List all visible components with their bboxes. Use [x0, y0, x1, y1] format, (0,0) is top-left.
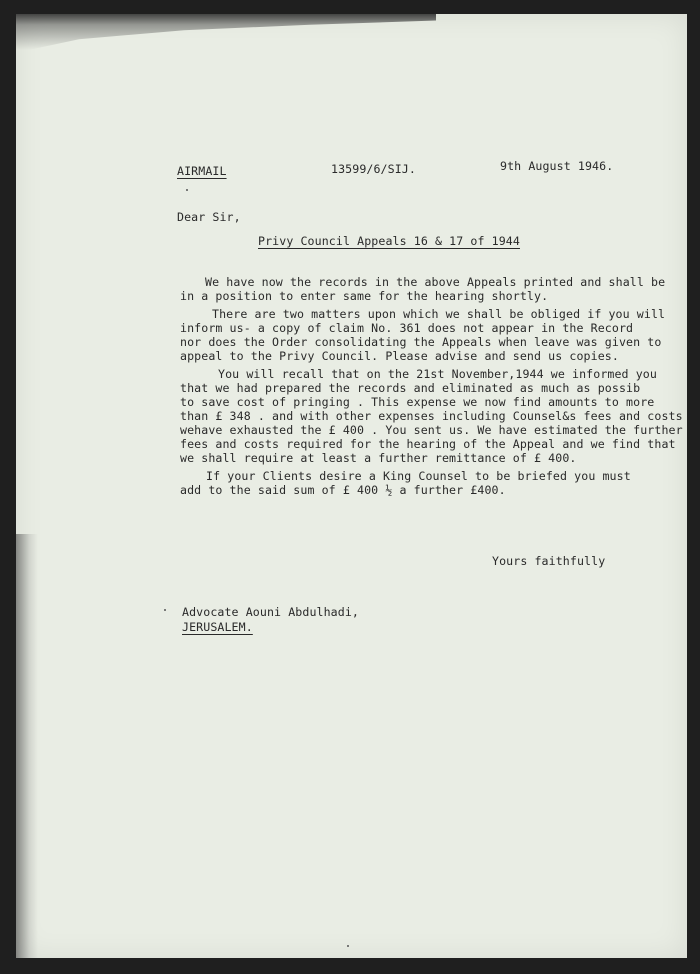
body-line: appeal to the Privy Council. Please advise and send us copies.: [180, 349, 619, 363]
body-line: If your Clients desire a King Counsel to be briefed you must: [206, 469, 631, 483]
body-line: to save cost of pringing . This expense we now find amounts to more: [180, 395, 655, 409]
addressee-city: JERUSALEM.: [182, 620, 253, 634]
body-line: add to the said sum of £ 400 ½ a further £400.: [180, 483, 506, 497]
body-line: in a position to enter same for the hearing shortly.: [180, 289, 549, 303]
body-line: There are two matters upon which we shall be obliged if you will: [212, 307, 666, 321]
ink-speck: [347, 945, 349, 947]
ink-speck: [186, 189, 188, 191]
salutation: Dear Sir,: [177, 210, 241, 224]
mail-type: AIRMAIL: [177, 164, 227, 178]
addressee-name: Advocate Aouni Abdulhadi,: [182, 605, 360, 619]
body-line: We have now the records in the above Appeals printed and shall be: [205, 275, 666, 289]
body-line: we shall require at least a further remittance of £ 400.: [180, 451, 577, 465]
body-line: inform us- a copy of claim No. 361 does not appear in the Record: [180, 321, 634, 335]
letter-date: 9th August 1946.: [500, 159, 614, 173]
body-line: wehave exhausted the £ 400 . You sent us. We have estimated the further: [180, 423, 683, 437]
body-line: that we had prepared the records and eliminated as much as possib: [180, 381, 641, 395]
body-line: fees and costs required for the hearing of the Appeal and we find that: [180, 437, 676, 451]
bullet-mark: [164, 609, 166, 611]
closing: Yours faithfully: [492, 554, 606, 568]
body-line: nor does the Order consolidating the Appeals when leave was given to: [180, 335, 662, 349]
reference-number: 13599/6/SIJ.: [331, 162, 416, 176]
subject-line: Privy Council Appeals 16 & 17 of 1944: [258, 234, 520, 248]
body-line: You will recall that on the 21st November,1944 we informed you: [218, 367, 657, 381]
body-line: than £ 348 . and with other expenses including Counsel&s fees and costs: [180, 409, 683, 423]
